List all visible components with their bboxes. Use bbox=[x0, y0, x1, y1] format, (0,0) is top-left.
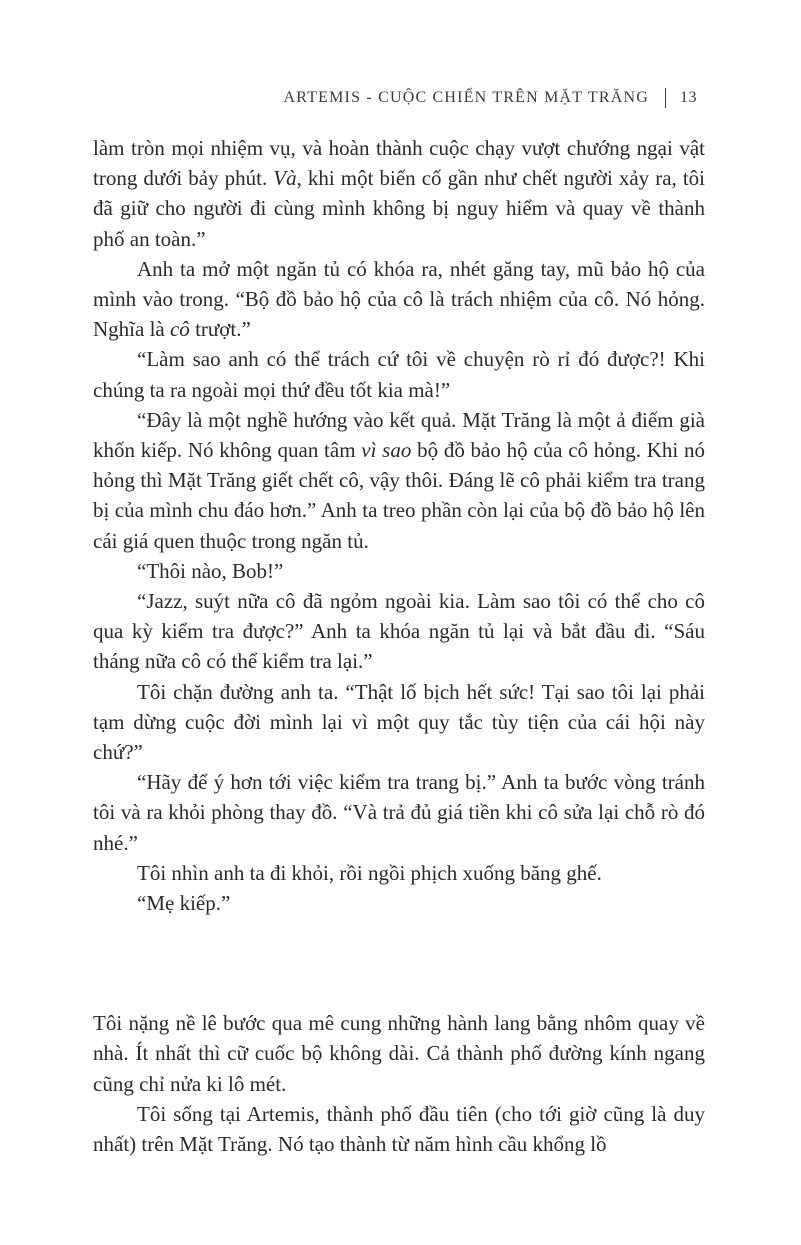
emphasis: Và bbox=[273, 166, 297, 191]
page-number: 13 bbox=[680, 89, 697, 106]
body-text bbox=[93, 133, 705, 1159]
paragraph: làm tròn mọi nhiệm vụ, và hoàn thành cuộc chạy vượt chướng ngại vật trong dưới bảy phút. Và, khi một biến cố gần như chết người xảy ra, tôi đã giữ cho người đi cùng mình không bị nguy hiểm và quay về thành phố an toàn.” bbox=[93, 136, 705, 251]
paragraph: Tôi nặng nề lê bước qua mê cung những hành lang bằng nhôm quay về nhà. Ít nhất thì cữ cuốc bộ không dài. Cả thành phố đường kính ngang cũng chỉ nửa ki lô mét. bbox=[93, 1011, 705, 1096]
emphasis: vì sao bbox=[361, 438, 412, 463]
paragraph: “Thôi nào, Bob!” bbox=[137, 558, 284, 583]
header-divider bbox=[665, 88, 666, 108]
running-title: ARTEMIS - CUỘC CHIẾN TRÊN MẶT TRĂNG bbox=[283, 89, 649, 106]
paragraph: “Hãy để ý hơn tới việc kiểm tra trang bị.” Anh ta bước vòng tránh tôi và ra khỏi phòng thay đồ. “Và trả đủ giá tiền khi cô sửa lại chỗ rò đó nhé.” bbox=[93, 770, 705, 855]
emphasis: cô bbox=[169, 317, 190, 342]
paragraph: “Đây là một nghề hướng vào kết quả. Mặt Trăng là một ả điếm già khốn kiếp. Nó không quan tâm vì sao bộ đồ bảo hộ của cô hỏng. Khi nó hỏng thì Mặt Trăng giết chết cô, vậy thôi. Đáng lẽ cô phải kiểm tra trang bị của mình chu đáo hơn.” Anh ta treo phần còn lại của bộ đồ bảo hộ lên cái giá quen thuộc trong ngăn tủ. bbox=[93, 407, 705, 553]
paragraph: Anh ta mở một ngăn tủ có khóa ra, nhét găng tay, mũ bảo hộ của mình vào trong. “Bộ đồ bảo hộ của cô là trách nhiệm của cô. Nó hỏng. Nghĩa là cô trượt.” bbox=[93, 256, 705, 342]
running-header bbox=[284, 88, 698, 108]
section-break bbox=[93, 918, 705, 1008]
paragraph: “Jazz, suýt nữa cô đã ngỏm ngoài kia. Làm sao tôi có thể cho cô qua kỳ kiểm tra được?” Anh ta khóa ngăn tủ lại và bắt đầu đi. “Sáu tháng nữa cô có thể kiểm tra lại.” bbox=[93, 589, 705, 674]
paragraph: Tôi sống tại Artemis, thành phố đầu tiên (cho tới giờ cũng là duy nhất) trên Mặt Trăng. Nó tạo thành từ năm hình cầu khổng lồ bbox=[93, 1101, 705, 1157]
paragraph: “Mẹ kiếp.” bbox=[137, 891, 231, 916]
paragraph: Tôi chặn đường anh ta. “Thật lố bịch hết sức! Tại sao tôi lại phải tạm dừng cuộc đời mình lại vì một quy tắc tùy tiện của cái hội này chứ?” bbox=[93, 679, 705, 765]
paragraph: “Làm sao anh có thể trách cứ tôi về chuyện rò rỉ đó được?! Khi chúng ta ra ngoài mọi thứ đều tốt kia mà!” bbox=[93, 347, 705, 402]
paragraph: Tôi nhìn anh ta đi khỏi, rồi ngồi phịch xuống băng ghế. bbox=[137, 860, 602, 885]
